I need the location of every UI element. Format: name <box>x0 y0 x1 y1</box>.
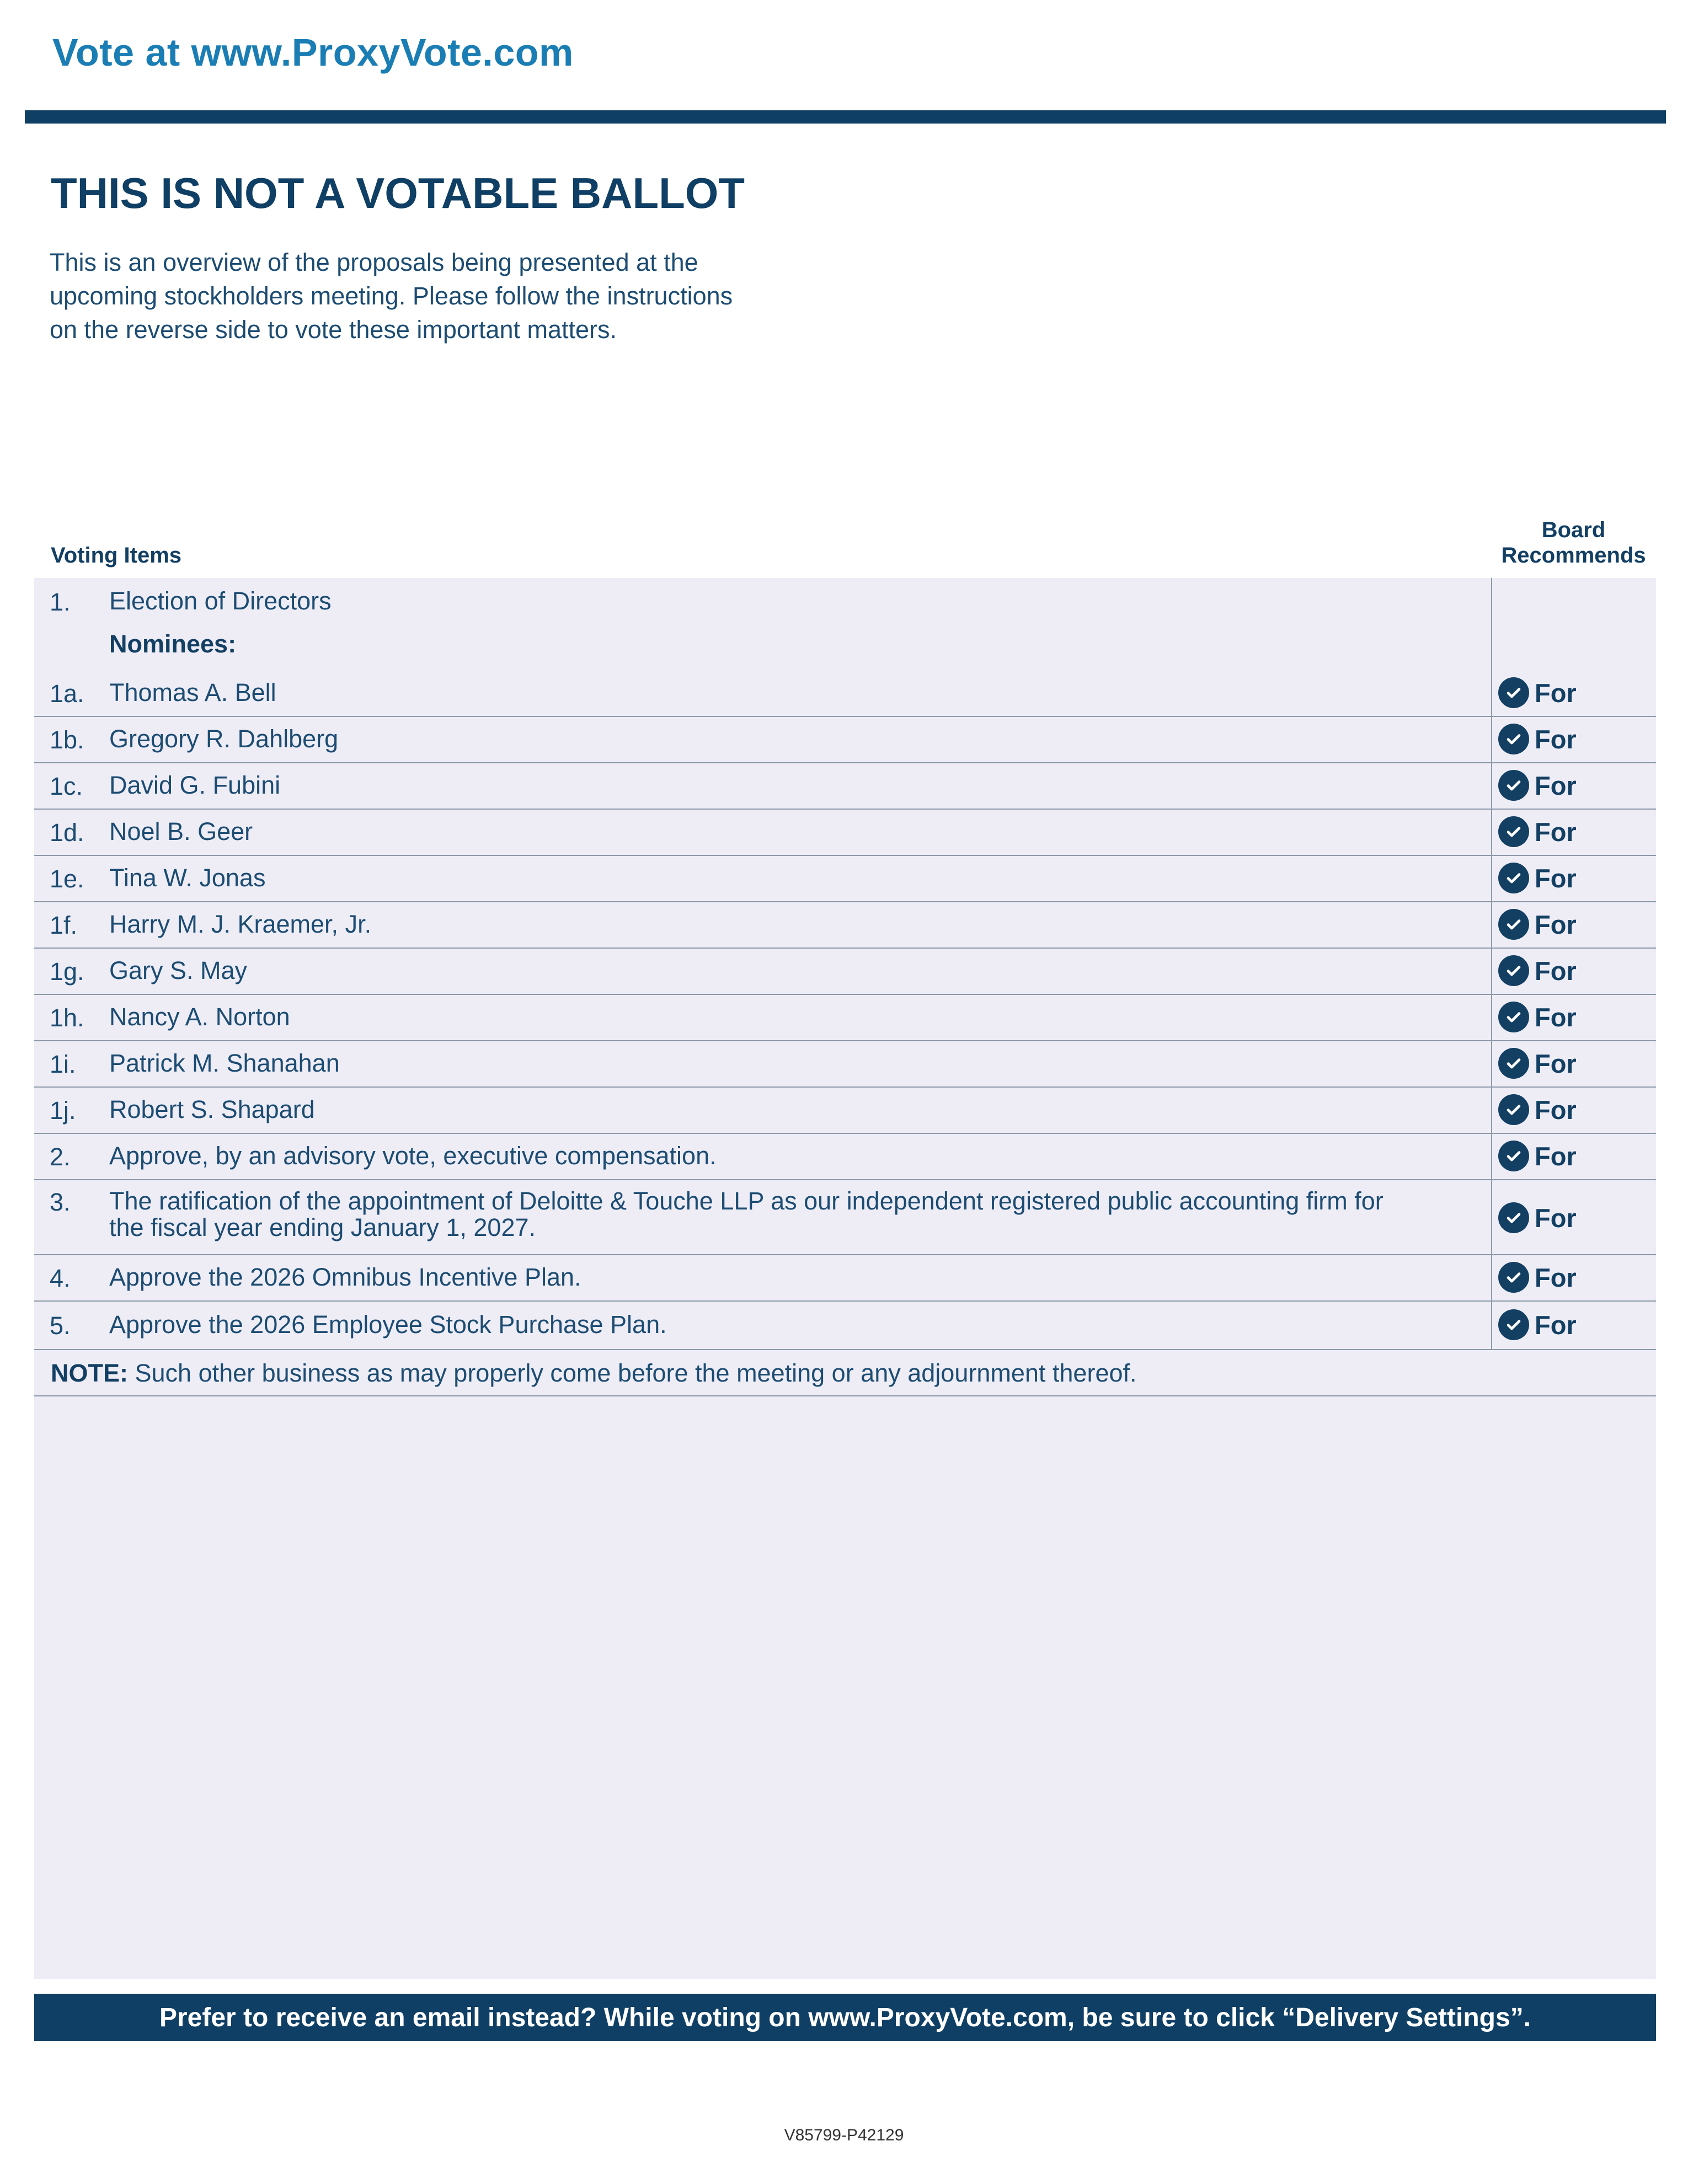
nominees-label: Nominees: <box>109 630 237 658</box>
voting-item-row <box>34 1180 1656 1255</box>
check-circle-icon <box>1498 816 1529 847</box>
item-text: Gary S. May <box>109 956 248 984</box>
item-text: David G. Fubini <box>109 771 281 799</box>
item-text: Approve the 2026 Omnibus Incentive Plan. <box>109 1263 581 1291</box>
intro-line-1: This is an overview of the proposals being presented at the <box>50 248 698 276</box>
item-number: 4. <box>50 1264 71 1292</box>
voting-item-row <box>34 1255 1656 1302</box>
check-circle-icon <box>1498 1048 1529 1079</box>
intro-line-2: upcoming stockholders meeting. Please follow the instructions <box>50 282 733 310</box>
check-circle-icon <box>1498 677 1529 708</box>
recommendation <box>1498 909 1577 940</box>
item-number: 1i. <box>50 1050 76 1078</box>
voting-item-row <box>34 1134 1656 1180</box>
recommendation-label: For <box>1535 1002 1577 1032</box>
recommendation <box>1498 770 1577 801</box>
recommendation-label: For <box>1535 724 1577 754</box>
nominees-row <box>34 627 1656 671</box>
item-number: 2. <box>50 1143 71 1171</box>
recommendation <box>1498 816 1577 847</box>
voting-item-row <box>34 1302 1656 1350</box>
note-body: Such other business as may properly come before the meeting or any adjournment thereof. <box>128 1359 1137 1387</box>
item-number: 1d. <box>50 818 84 847</box>
recommendation-label: For <box>1535 1203 1577 1233</box>
item-number: 1e. <box>50 865 84 893</box>
item-text: Thomas A. Bell <box>109 678 276 706</box>
item-text: Harry M. J. Kraemer, Jr. <box>109 910 372 938</box>
item-text-line-2: the fiscal year ending January 1, 2027. <box>109 1213 536 1241</box>
recommendation-label: For <box>1535 1095 1577 1125</box>
voting-item-row <box>34 1041 1656 1088</box>
document-code: V85799-P42129 <box>784 2126 904 2144</box>
voting-items-header: Voting Items <box>51 543 182 568</box>
note-label: NOTE: <box>51 1359 128 1387</box>
item-number: 3. <box>50 1188 71 1216</box>
recommendation <box>1498 1094 1577 1125</box>
voting-item-row <box>34 763 1656 810</box>
item-number: 1h. <box>50 1004 84 1032</box>
voting-item-row <box>34 671 1656 717</box>
voting-item-row <box>34 810 1656 856</box>
voting-item-row <box>34 1088 1656 1134</box>
board-recommends-line-1: Board <box>1541 518 1606 542</box>
header-rule <box>25 110 1666 124</box>
check-circle-icon <box>1498 724 1529 754</box>
voting-item-row <box>34 717 1656 763</box>
item-text: Tina W. Jonas <box>109 864 266 892</box>
board-recommends-header <box>1489 517 1658 568</box>
item-number: 1b. <box>50 726 84 754</box>
item-text-line-1: The ratification of the appointment of Deloitte & Touche LLP as our independent registered public accounting firm for <box>109 1187 1383 1215</box>
delivery-settings-text: Prefer to receive an email instead? While voting on www.ProxyVote.com, be sure to click “Delivery Settings”. <box>159 2003 1531 2032</box>
recommendation <box>1498 955 1577 986</box>
check-circle-icon <box>1498 1094 1529 1125</box>
recommendation-label: For <box>1535 1310 1577 1340</box>
recommendation <box>1498 724 1577 754</box>
item-text: Nancy A. Norton <box>109 1003 290 1031</box>
board-recommends-line-2: Recommends <box>1501 543 1646 568</box>
check-circle-icon <box>1498 1002 1529 1032</box>
item-text <box>109 1188 1499 1241</box>
recommendation <box>1498 1002 1577 1032</box>
voting-item-row <box>34 995 1656 1041</box>
recommendation <box>1498 677 1577 708</box>
item-text: Approve, by an advisory vote, executive compensation. <box>109 1142 717 1170</box>
intro-text <box>50 245 822 346</box>
delivery-settings-banner <box>34 1994 1656 2041</box>
item-number: 1g. <box>50 957 84 986</box>
page-title: THIS IS NOT A VOTABLE BALLOT <box>51 169 745 217</box>
check-circle-icon <box>1498 1202 1529 1233</box>
item-number: 1c. <box>50 772 83 800</box>
recommendation-label: For <box>1535 817 1577 847</box>
item-number: 1j. <box>50 1096 76 1125</box>
voting-item-row <box>34 949 1656 995</box>
recommendation-label: For <box>1535 1048 1577 1078</box>
item-number: 1a. <box>50 679 84 708</box>
check-circle-icon <box>1498 1262 1529 1293</box>
recommendation-label: For <box>1535 1262 1577 1292</box>
recommendation-label: For <box>1535 956 1577 986</box>
item-number: 5. <box>50 1312 71 1340</box>
recommendation-label: For <box>1535 909 1577 939</box>
voting-item-row <box>34 902 1656 949</box>
recommendation-label: For <box>1535 678 1577 708</box>
item-text: Election of Directors <box>109 587 332 615</box>
recommendation <box>1498 1262 1577 1293</box>
check-circle-icon <box>1498 863 1529 893</box>
check-circle-icon <box>1498 1309 1529 1340</box>
voting-item-row <box>34 856 1656 902</box>
check-circle-icon <box>1498 909 1529 940</box>
vote-link-header: Vote at www.ProxyVote.com <box>52 31 574 74</box>
item-text: Noel B. Geer <box>109 817 253 845</box>
check-circle-icon <box>1498 1141 1529 1171</box>
recommendation-label: For <box>1535 770 1577 800</box>
item-text: Robert S. Shapard <box>109 1095 315 1123</box>
recommendation-label: For <box>1535 1141 1577 1171</box>
item-number: 1f. <box>50 911 78 939</box>
item-text: Gregory R. Dahlberg <box>109 725 339 753</box>
voting-item-row <box>34 578 1656 627</box>
recommendation <box>1498 1141 1577 1171</box>
check-circle-icon <box>1498 955 1529 986</box>
intro-line-3: on the reverse side to vote these important matters. <box>50 315 617 344</box>
item-text: Approve the 2026 Employee Stock Purchase Plan. <box>109 1310 667 1339</box>
recommendation <box>1498 863 1577 893</box>
note-text <box>51 1359 1137 1388</box>
recommendation <box>1498 1048 1577 1079</box>
check-circle-icon <box>1498 770 1529 801</box>
recommendation <box>1498 1309 1577 1340</box>
item-text: Patrick M. Shanahan <box>109 1049 340 1077</box>
item-number: 1. <box>50 588 71 616</box>
recommendation-label: For <box>1535 863 1577 893</box>
recommendation <box>1498 1202 1577 1233</box>
